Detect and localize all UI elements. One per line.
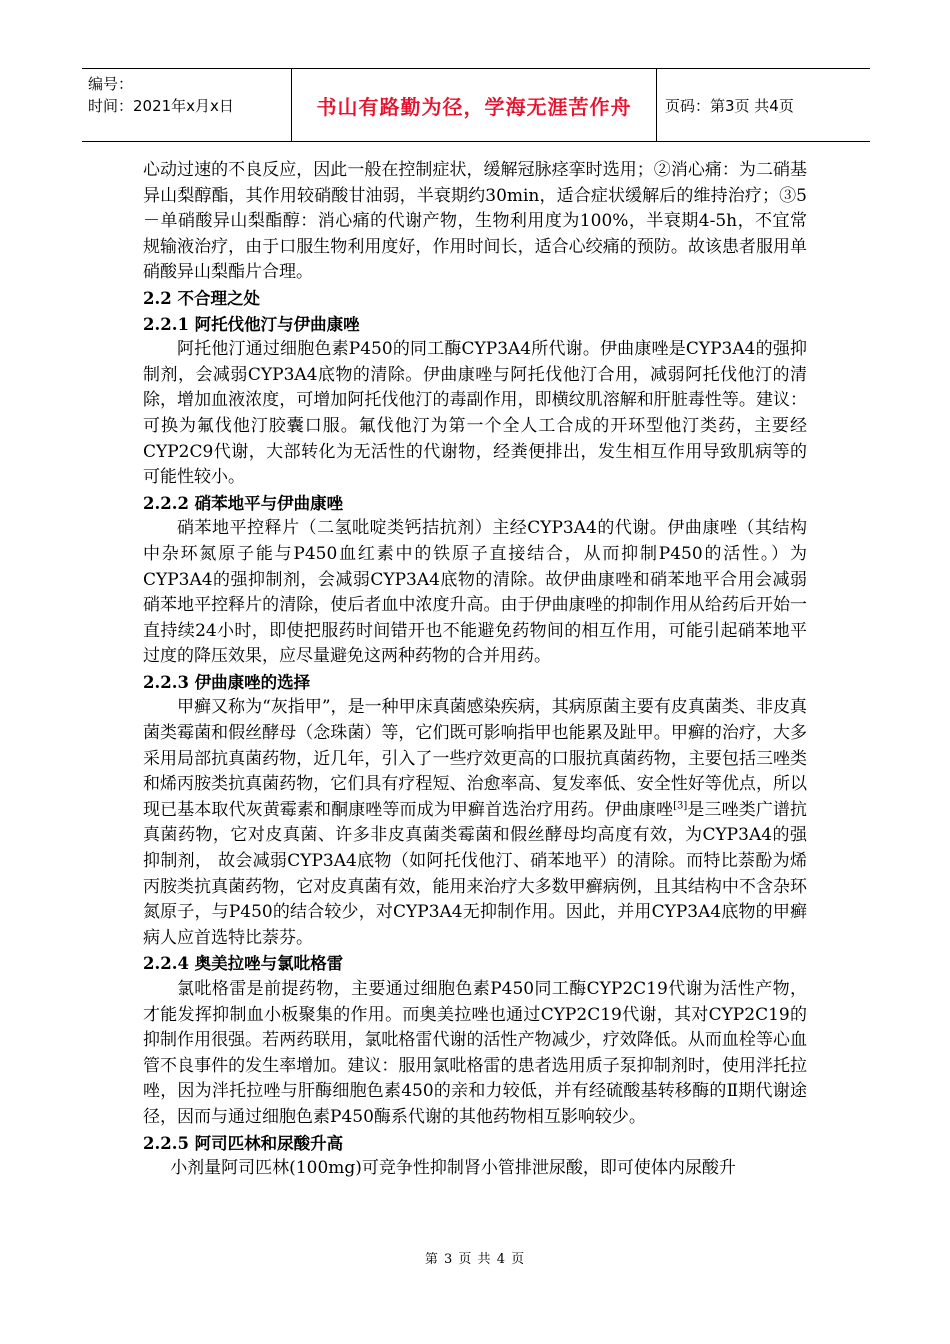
header-page-number: 页码：第3页 共4页 <box>665 96 794 115</box>
paragraph-continued: 心动过速的不良反应，因此一般在控制症状，缓解冠脉痉挛时选用；②消心痛：为二硝基异山梨醇酯，其作用较硝酸甘油弱，半衰期约30min，适合症状缓解后的维持治疗；③5－单硝酸异山梨酯醇：消心痛的代谢产物，生物利用度为100%，半衰期4-5h，不宜常规输液治疗，由于口服生物利用度好，作用时间长，适合心绞痛的预防。故该患者服用单硝酸异山梨酯片合理。 <box>143 160 807 283</box>
section-heading-2-2-3: 2.2.3 伊曲康唑的选择 <box>143 672 311 692</box>
section-heading-2-2-5: 2.2.5 阿司匹林和尿酸升高 <box>143 1133 344 1153</box>
paragraph-2-2-3-part1: 甲癣又称为“灰指甲”，是一种甲床真菌感染疾病，其病原菌主要有皮真菌类、非皮真菌类霉菌和假丝酵母（念珠菌）等，它们既可影响指甲也能累及趾甲。甲癣的治疗，大多采用局部抗真菌药物，近几年，引入了一些疗效更高的口服抗真菌药物，主要包括三唑类和烯丙胺类抗真菌药物，它们具有疗程短、治愈率高、复发率低、安全性好等优点，所以现已基本取代灰黄霉素和酮康唑等而成为甲癣首选治疗用药。伊曲康唑 <box>143 697 807 820</box>
paragraph-2-2-2: 硝苯地平控释片（二氢吡啶类钙拮抗剂）主经CYP3A4的代谢。伊曲康唑（其结构中杂环氮原子能与P450血红素中的铁原子直接结合，从而抑制P450的活性。）为CYP3A4的强抑制剂，会减弱CYP3A4底物的清除。故伊曲康唑和硝苯地平合用会减弱硝苯地平控释片的清除，使后者血中浓度升高。由于伊曲康唑的抑制作用从给药后开始一直持续24小时，即使把服药时间错开也不能避免药物间的相互作用，可能引起硝苯地平过度的降压效果，应尽量避免这两种药物的合并用药。 <box>143 518 807 667</box>
paragraph-2-2-5: 小剂量阿司匹林(100mg)可竞争性抑制肾小管排泄尿酸，即可使体内尿酸升 <box>170 1158 736 1179</box>
header-meta <box>82 69 292 141</box>
paragraph-2-2-1: 阿托他汀通过细胞色素P450的同工酶CYP3A4所代谢。伊曲康唑是CYP3A4的强抑制剂，会减弱CYP3A4底物的清除。伊曲康唑与阿托伐他汀合用，减弱阿托伐他汀的清除，增加血液浓度，可增加阿托伐他汀的毒副作用，即横纹肌溶解和肝脏毒性等。建议：可换为氟伐他汀胶囊口服。氟伐他汀为第一个全人工合成的开环型他汀类药，主要经CYP2C9代谢，大部转化为无活性的代谢物，经粪便排出，发生相互作用导致肌病等的可能性较小。 <box>143 339 807 488</box>
citation-ref[interactable]: [3] <box>673 800 688 812</box>
paragraph-2-2-3-part2: 是三唑类广谱抗真菌药物，它对皮真菌、许多非皮真菌类霉菌和假丝酵母均高度有效，为CYP3A4的强抑制剂， 故会减弱CYP3A4底物（如阿托伐他汀、硝苯地平）的清除。而特比萘酚为烯丙胺类抗真菌药物，它对皮真菌有效，能用来治疗大多数甲癣病例，且其结构中不含杂环氮原子，与P450的结合较少，对CYP3A4无抑制作用。因此，并用CYP3A4底物的甲癣病人应首选特比萘芬。 <box>143 799 808 948</box>
header-motto: 书山有路勤为径，学海无涯苦作舟 <box>292 69 657 141</box>
page-header <box>82 68 870 142</box>
page-footer: 第 3 页 共 4 页 <box>424 1252 526 1267</box>
header-time: 时间：2021年x月x日 <box>88 97 234 115</box>
document-body <box>143 158 807 1182</box>
section-heading-2-2-1: 2.2.1 阿托伐他汀与伊曲康唑 <box>143 314 360 334</box>
paragraph-2-2-3 <box>143 695 807 951</box>
section-heading-2-2-2: 2.2.2 硝苯地平与伊曲康唑 <box>143 493 344 513</box>
paragraph-2-2-4: 氯吡格雷是前提药物，主要通过细胞色素P450同工酶CYP2C19代谢为活性产物，才能发挥抑制血小板聚集的作用。而奥美拉唑也通过CYP2C19代谢，其对CYP2C19的抑制作用很强。若两药联用，氯吡格雷代谢的活性产物减少，疗效降低。从而血栓等心血管不良事件的发生率增加。建议：服用氯吡格雷的患者选用质子泵抑制剂时，使用泮托拉唑，因为泮托拉唑与肝酶细胞色素450的亲和力较低，并有经硫酸基转移酶的Ⅱ期代谢途径，因而与通过细胞色素P450酶系代谢的其他药物相互影响较少。 <box>143 979 807 1127</box>
section-heading-2-2: 2.2 不合理之处 <box>143 288 260 308</box>
section-heading-2-2-4: 2.2.4 奥美拉唑与氯吡格雷 <box>143 954 344 974</box>
header-number: 编号： <box>88 75 134 93</box>
